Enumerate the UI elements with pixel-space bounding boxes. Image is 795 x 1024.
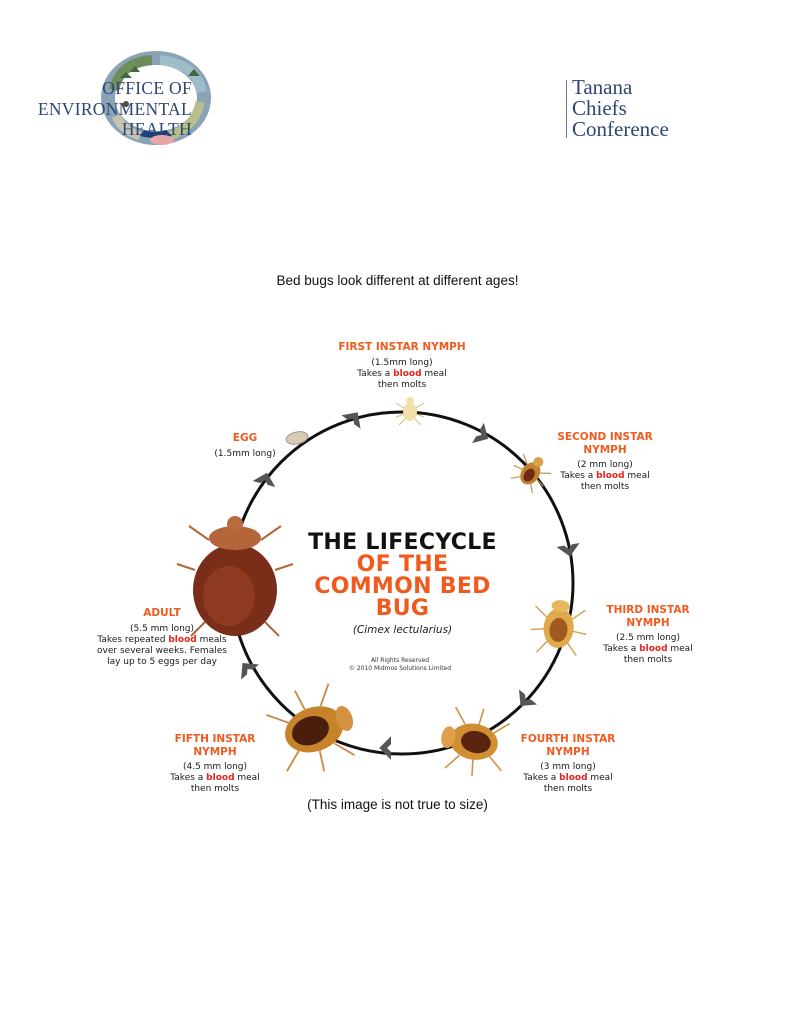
- organization-name-line: Conference: [572, 117, 669, 141]
- stage-first-instar: [322, 341, 482, 391]
- stage-fifth-instar: [160, 733, 270, 795]
- stage-title: NYMPH: [546, 745, 590, 758]
- arrow-icon: [379, 736, 391, 759]
- stage-detail-line: over several weeks. Females: [97, 645, 227, 656]
- stage-size: (2.5 mm long): [615, 633, 680, 643]
- stage-text: Takes a: [603, 644, 640, 654]
- stage-text: meal: [421, 368, 447, 379]
- stage-title: THIRD INSTAR: [606, 604, 690, 616]
- title-line: OF THE: [356, 552, 449, 577]
- stage-feeding-line: [512, 773, 624, 784]
- stage-detail-line: lay up to 5 eggs per day: [107, 656, 217, 667]
- arrow-icon: [253, 470, 279, 487]
- stage-description: [160, 762, 270, 795]
- stage-text: Takes a: [523, 773, 560, 783]
- office-name-line: ENVIRONMENTAL: [37, 98, 192, 119]
- blood-word: blood: [168, 634, 197, 645]
- copyright-line: All Rights Reserved: [370, 657, 430, 664]
- blood-word: blood: [393, 368, 422, 379]
- stage-adult: [82, 607, 242, 668]
- organization-name-line: Tanana: [572, 75, 633, 99]
- stage-title: FIRST INSTAR NYMPH: [338, 341, 466, 353]
- office-name-line: OFFICE OF: [102, 78, 192, 98]
- stage-text: Takes repeated: [97, 634, 169, 645]
- stage-title: NYMPH: [193, 745, 237, 758]
- stage-text: meals: [196, 634, 227, 645]
- blood-word: blood: [639, 644, 668, 654]
- third-instar-nymph-icon: [528, 598, 588, 657]
- stage-size: (2 mm long): [577, 460, 633, 470]
- stage-size: (1.5mm long): [371, 357, 433, 368]
- fifth-instar-nymph-icon: [262, 675, 367, 783]
- stage-title: FIFTH INSTAR: [174, 733, 256, 745]
- stage-description: [512, 762, 624, 795]
- stage-feeding-line: [322, 369, 482, 380]
- stage-text: meal: [624, 471, 650, 481]
- stage-feeding-line: [598, 644, 698, 655]
- stage-title: FOURTH INSTAR: [520, 733, 616, 745]
- stage-text: Takes a: [357, 368, 394, 379]
- stage-text: meal: [587, 773, 613, 783]
- stage-description: [322, 358, 482, 391]
- stage-third-instar: [598, 604, 698, 666]
- stage-egg: [200, 432, 290, 460]
- stage-size: (3 mm long): [540, 762, 596, 772]
- stage-text: Takes a: [170, 773, 207, 783]
- stage-second-instar: [544, 431, 666, 493]
- stage-description: [544, 460, 666, 493]
- blood-word: blood: [596, 471, 625, 481]
- stage-feeding-line: [160, 773, 270, 784]
- stage-text: Takes a: [560, 471, 597, 481]
- stage-size: (4.5 mm long): [182, 762, 247, 772]
- stage-molt-line: then molts: [623, 655, 673, 665]
- title-line: COMMON BED BUG: [314, 574, 491, 621]
- copyright-line: © 2010 Midmos Solutions Limited: [348, 665, 452, 672]
- infographic-title: [290, 532, 515, 636]
- stage-molt-line: then molts: [377, 379, 427, 390]
- stage-title: ADULT: [143, 607, 181, 619]
- stage-text: meal: [234, 773, 260, 783]
- stage-feeding-line: [544, 471, 666, 482]
- stage-description: [82, 624, 242, 668]
- stage-feeding-line: [82, 635, 242, 646]
- stage-molt-line: then molts: [543, 784, 593, 794]
- stage-molt-line: then molts: [190, 784, 240, 794]
- stage-size: (5.5 mm long): [129, 623, 194, 634]
- fourth-instar-nymph-icon: [436, 702, 512, 780]
- office-name-line: HEALTH: [121, 119, 192, 139]
- stage-description: [598, 633, 698, 666]
- organization-name-line: Chiefs: [572, 96, 627, 120]
- stage-text: meal: [667, 644, 693, 654]
- stage-fourth-instar: [512, 733, 624, 795]
- blood-word: blood: [559, 773, 588, 783]
- stage-title: NYMPH: [583, 443, 627, 456]
- stage-size: (1.5mm long): [214, 448, 276, 459]
- intro-caption: Bed bugs look different at different ages!: [276, 273, 519, 288]
- stage-molt-line: then molts: [580, 482, 630, 492]
- stage-description: [200, 449, 290, 460]
- stage-title: SECOND INSTAR: [557, 431, 653, 443]
- scientific-name: (Cimex lectularius): [352, 624, 453, 636]
- copyright-notice: [310, 657, 490, 673]
- blood-word: blood: [206, 773, 235, 783]
- stage-title: NYMPH: [626, 616, 670, 629]
- title-line: THE LIFECYCLE: [308, 530, 497, 555]
- stage-title: EGG: [232, 432, 258, 444]
- size-disclaimer: (This image is not true to size): [307, 797, 488, 812]
